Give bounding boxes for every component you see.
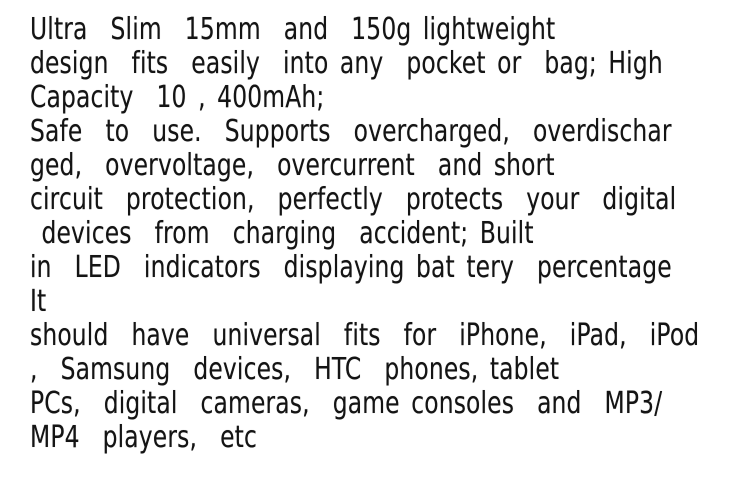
description-line: circuit protection, perfectly protects your digital bbox=[30, 182, 677, 217]
description-line: Capacity 10 , 400mAh; bbox=[30, 80, 325, 115]
description-line: It bbox=[30, 284, 47, 319]
description-line: in LED indicators displaying bat tery percentage bbox=[30, 250, 672, 285]
description-line: , Samsung devices, HTC phones, tablet bbox=[30, 352, 560, 387]
description-line: MP4 players, etc bbox=[30, 420, 257, 455]
description-line: PCs, digital cameras, game consoles and MP3/ bbox=[30, 386, 663, 421]
description-line: Safe to use. Supports overcharged, overdischar bbox=[30, 114, 672, 149]
description-line: should have universal fits for iPhone, iPad, iPod bbox=[30, 318, 700, 353]
description-line: Ultra Slim 15mm and 150g lightweight bbox=[30, 12, 556, 47]
description-text-block bbox=[30, 13, 699, 455]
description-line: design fits easily into any pocket or bag; High bbox=[30, 46, 663, 81]
description-line: devices from charging accident; Built bbox=[30, 216, 534, 251]
description-line: ged, overvoltage, overcurrent and short bbox=[30, 148, 555, 183]
